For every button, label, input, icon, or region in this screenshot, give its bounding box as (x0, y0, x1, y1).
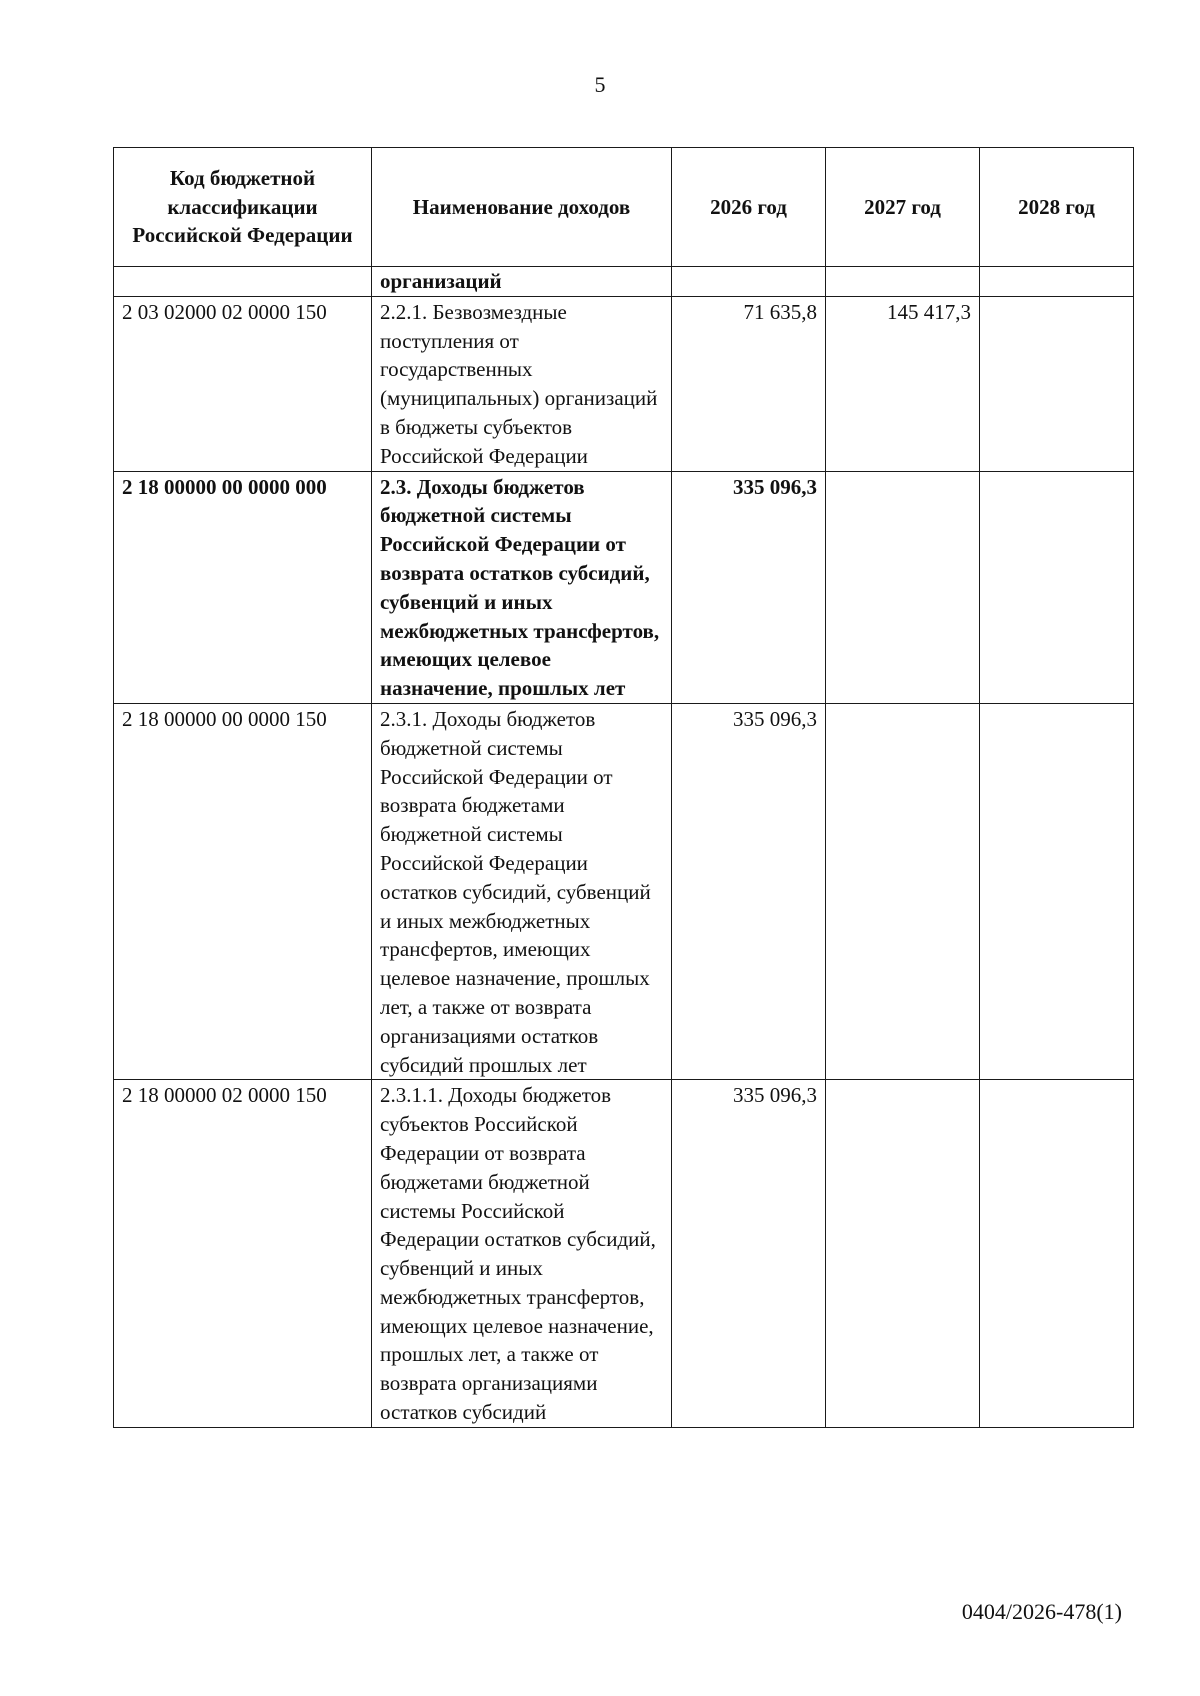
cell-name: организаций (372, 267, 672, 297)
cell-2027 (826, 703, 980, 1079)
cell-2026 (672, 267, 826, 297)
cell-code: 2 18 00000 00 0000 150 (114, 703, 372, 1079)
table-row (114, 267, 1134, 297)
header-year-2026: 2026 год (672, 148, 826, 267)
header-code: Код бюджетной классификации Российской Федерации (114, 148, 372, 267)
cell-2026: 335 096,3 (672, 471, 826, 703)
cell-2028 (980, 267, 1134, 297)
cell-name: 2.3.1.1. Доходы бюджетов субъектов Российской Федерации от возврата бюджетами бюджетной системы Российской Федерации остатков субсидий, субвенций и иных межбюджетных трансфертов, имеющих целевое назначение, прошлых лет, а также от возврата организациями остатков субсидий (372, 1080, 672, 1428)
cell-2027 (826, 471, 980, 703)
cell-2027 (826, 1080, 980, 1428)
cell-code: 2 18 00000 00 0000 000 (114, 471, 372, 703)
cell-2028 (980, 296, 1134, 471)
cell-2027: 145 417,3 (826, 296, 980, 471)
header-year-2027: 2027 год (826, 148, 980, 267)
header-name: Наименование доходов (372, 148, 672, 267)
page-number: 5 (594, 72, 606, 97)
document-number: 0404/2026-478(1) (961, 1599, 1122, 1624)
header-year-2028: 2028 год (980, 148, 1134, 267)
cell-name: 2.3. Доходы бюджетов бюджетной системы Российской Федерации от возврата остатков субсидий, субвенций и иных межбюджетных трансфертов, имеющих целевое назначение, прошлых лет (372, 471, 672, 703)
cell-2028 (980, 1080, 1134, 1428)
cell-2027 (826, 267, 980, 297)
cell-2028 (980, 471, 1134, 703)
table-row (114, 1080, 1134, 1428)
cell-2026: 335 096,3 (672, 703, 826, 1079)
cell-2028 (980, 703, 1134, 1079)
cell-name: 2.3.1. Доходы бюджетов бюджетной системы Российской Федерации от возврата бюджетами бюджетной системы Российской Федерации остатков субсидий, субвенций и иных межбюджетных трансфертов, имеющих целевое назначение, прошлых лет, а также от возврата организациями остатков субсидий прошлых лет (372, 703, 672, 1079)
table-row (114, 703, 1134, 1079)
revenue-table (113, 147, 1134, 1428)
table-row (114, 296, 1134, 471)
cell-code: 2 18 00000 02 0000 150 (114, 1080, 372, 1428)
cell-code: 2 03 02000 02 0000 150 (114, 296, 372, 471)
cell-code (114, 267, 372, 297)
table-header-row (114, 148, 1134, 267)
cell-2026: 335 096,3 (672, 1080, 826, 1428)
cell-2026: 71 635,8 (672, 296, 826, 471)
table-row (114, 471, 1134, 703)
cell-name: 2.2.1. Безвозмездные поступления от государственных (муниципальных) организаций в бюджеты субъектов Российской Федерации (372, 296, 672, 471)
